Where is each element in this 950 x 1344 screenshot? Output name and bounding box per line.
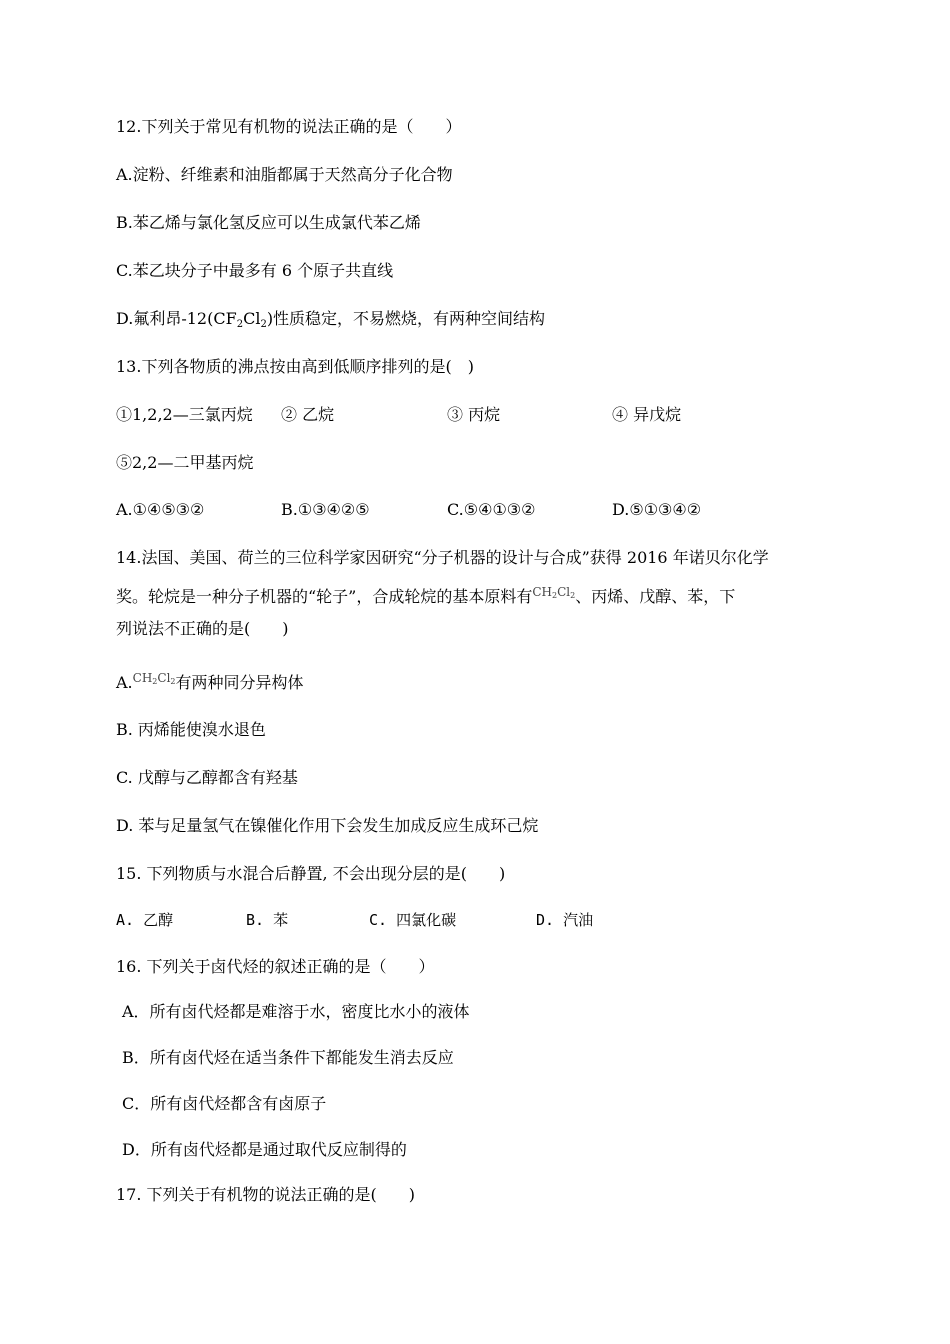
q15-option-c: C. 四氯化碳 [369, 911, 457, 929]
q14-option-a [116, 673, 304, 694]
q13-item-5: ⑤2,2—二甲基丙烷 [116, 453, 254, 472]
q13-option-b: B.①③④②⑤ [281, 500, 370, 519]
q14-a-text: 有两种同分异构体 [175, 673, 304, 692]
q12-d-text-post: )性质稳定，不易燃烧，有两种空间结构 [266, 309, 546, 328]
q12-d-subscript-2: 2 [260, 319, 267, 330]
q15-option-d: D. 汽油 [536, 911, 594, 929]
q13-option-c: C.⑤④①③② [447, 500, 536, 519]
q14-line2-post: 、丙烯、戊醇、苯，下 [575, 587, 736, 606]
formula-cl: Cl [157, 671, 171, 685]
q15-stem: 15. 下列物质与水混合后静置, 不会出现分层的是( ) [116, 864, 506, 883]
q13-stem: 13.下列各物质的沸点按由高到低顺序排列的是( ) [116, 357, 474, 376]
q13-option-d: D.⑤①③④② [612, 500, 702, 519]
formula-cl: Cl [557, 585, 571, 599]
formula-sub-1: 2 [552, 591, 558, 600]
q14-a-label: A. [116, 673, 133, 692]
q12-stem: 12.下列关于常见有机物的说法正确的是（ ） [116, 117, 462, 136]
formula-sub-1: 2 [152, 677, 158, 686]
q16-option-c: C．所有卤代烃都含有卤原子 [122, 1094, 327, 1113]
q14-a-formula-ch2cl2 [133, 671, 176, 685]
q16-option-a: A．所有卤代烃都是难溶于水，密度比水小的液体 [122, 1002, 470, 1021]
q14-stem-line-3: 列说法不正确的是( ) [116, 619, 289, 638]
q14-stem-line-1: 14.法国、美国、荷兰的三位科学家因研究“分子机器的设计与合成”获得 2016 年诺贝尔化学 [116, 548, 769, 567]
formula-sub-2: 2 [170, 677, 176, 686]
formula-ch: CH [532, 585, 553, 599]
q13-item-1: ①1,2,2—三氯丙烷 [116, 405, 253, 424]
q14-option-b: B. 丙烯能使溴水退色 [116, 720, 266, 739]
q16-option-d: D．所有卤代烃都是通过取代反应制得的 [122, 1140, 407, 1159]
q12-option-c: C.苯乙块分子中最多有 6 个原子共直线 [116, 261, 394, 280]
q15-option-a: A. 乙醇 [116, 911, 174, 929]
q13-item-3: ③ 丙烷 [447, 405, 501, 424]
q12-d-subscript-1: 2 [236, 319, 244, 330]
q17-stem: 17. 下列关于有机物的说法正确的是( ) [116, 1185, 416, 1204]
q14-option-d: D. 苯与足量氢气在镍催化作用下会发生加成反应生成环己烷 [116, 816, 539, 835]
q14-line2-pre: 奖。轮烷是一种分子机器的“轮子”，合成轮烷的基本原料有 [116, 587, 533, 606]
q15-option-b: B. 苯 [246, 911, 289, 929]
q12-d-text-pre: D.氟利昂-12(CF [116, 309, 237, 328]
q14-stem-line-2 [116, 587, 735, 608]
q13-option-a: A.①④⑤③② [116, 500, 205, 519]
q14-option-c: C. 戊醇与乙醇都含有羟基 [116, 768, 298, 787]
q16-option-b: B．所有卤代烃在适当条件下都能发生消去反应 [122, 1048, 454, 1067]
q12-option-a: A.淀粉、纤维素和油脂都属于天然高分子化合物 [116, 165, 453, 184]
q14-formula-ch2cl2 [532, 585, 575, 599]
formula-ch: CH [132, 671, 153, 685]
formula-sub-2: 2 [570, 591, 576, 600]
q12-option-b: B.苯乙烯与氯化氢反应可以生成氯代苯乙烯 [116, 213, 421, 232]
q12-d-text-mid: Cl [243, 309, 261, 328]
q16-stem: 16. 下列关于卤代烃的叙述正确的是（ ） [116, 957, 435, 976]
q13-item-4: ④ 异戊烷 [612, 405, 682, 424]
q12-option-d [116, 309, 545, 329]
q13-item-2: ② 乙烷 [281, 405, 335, 424]
